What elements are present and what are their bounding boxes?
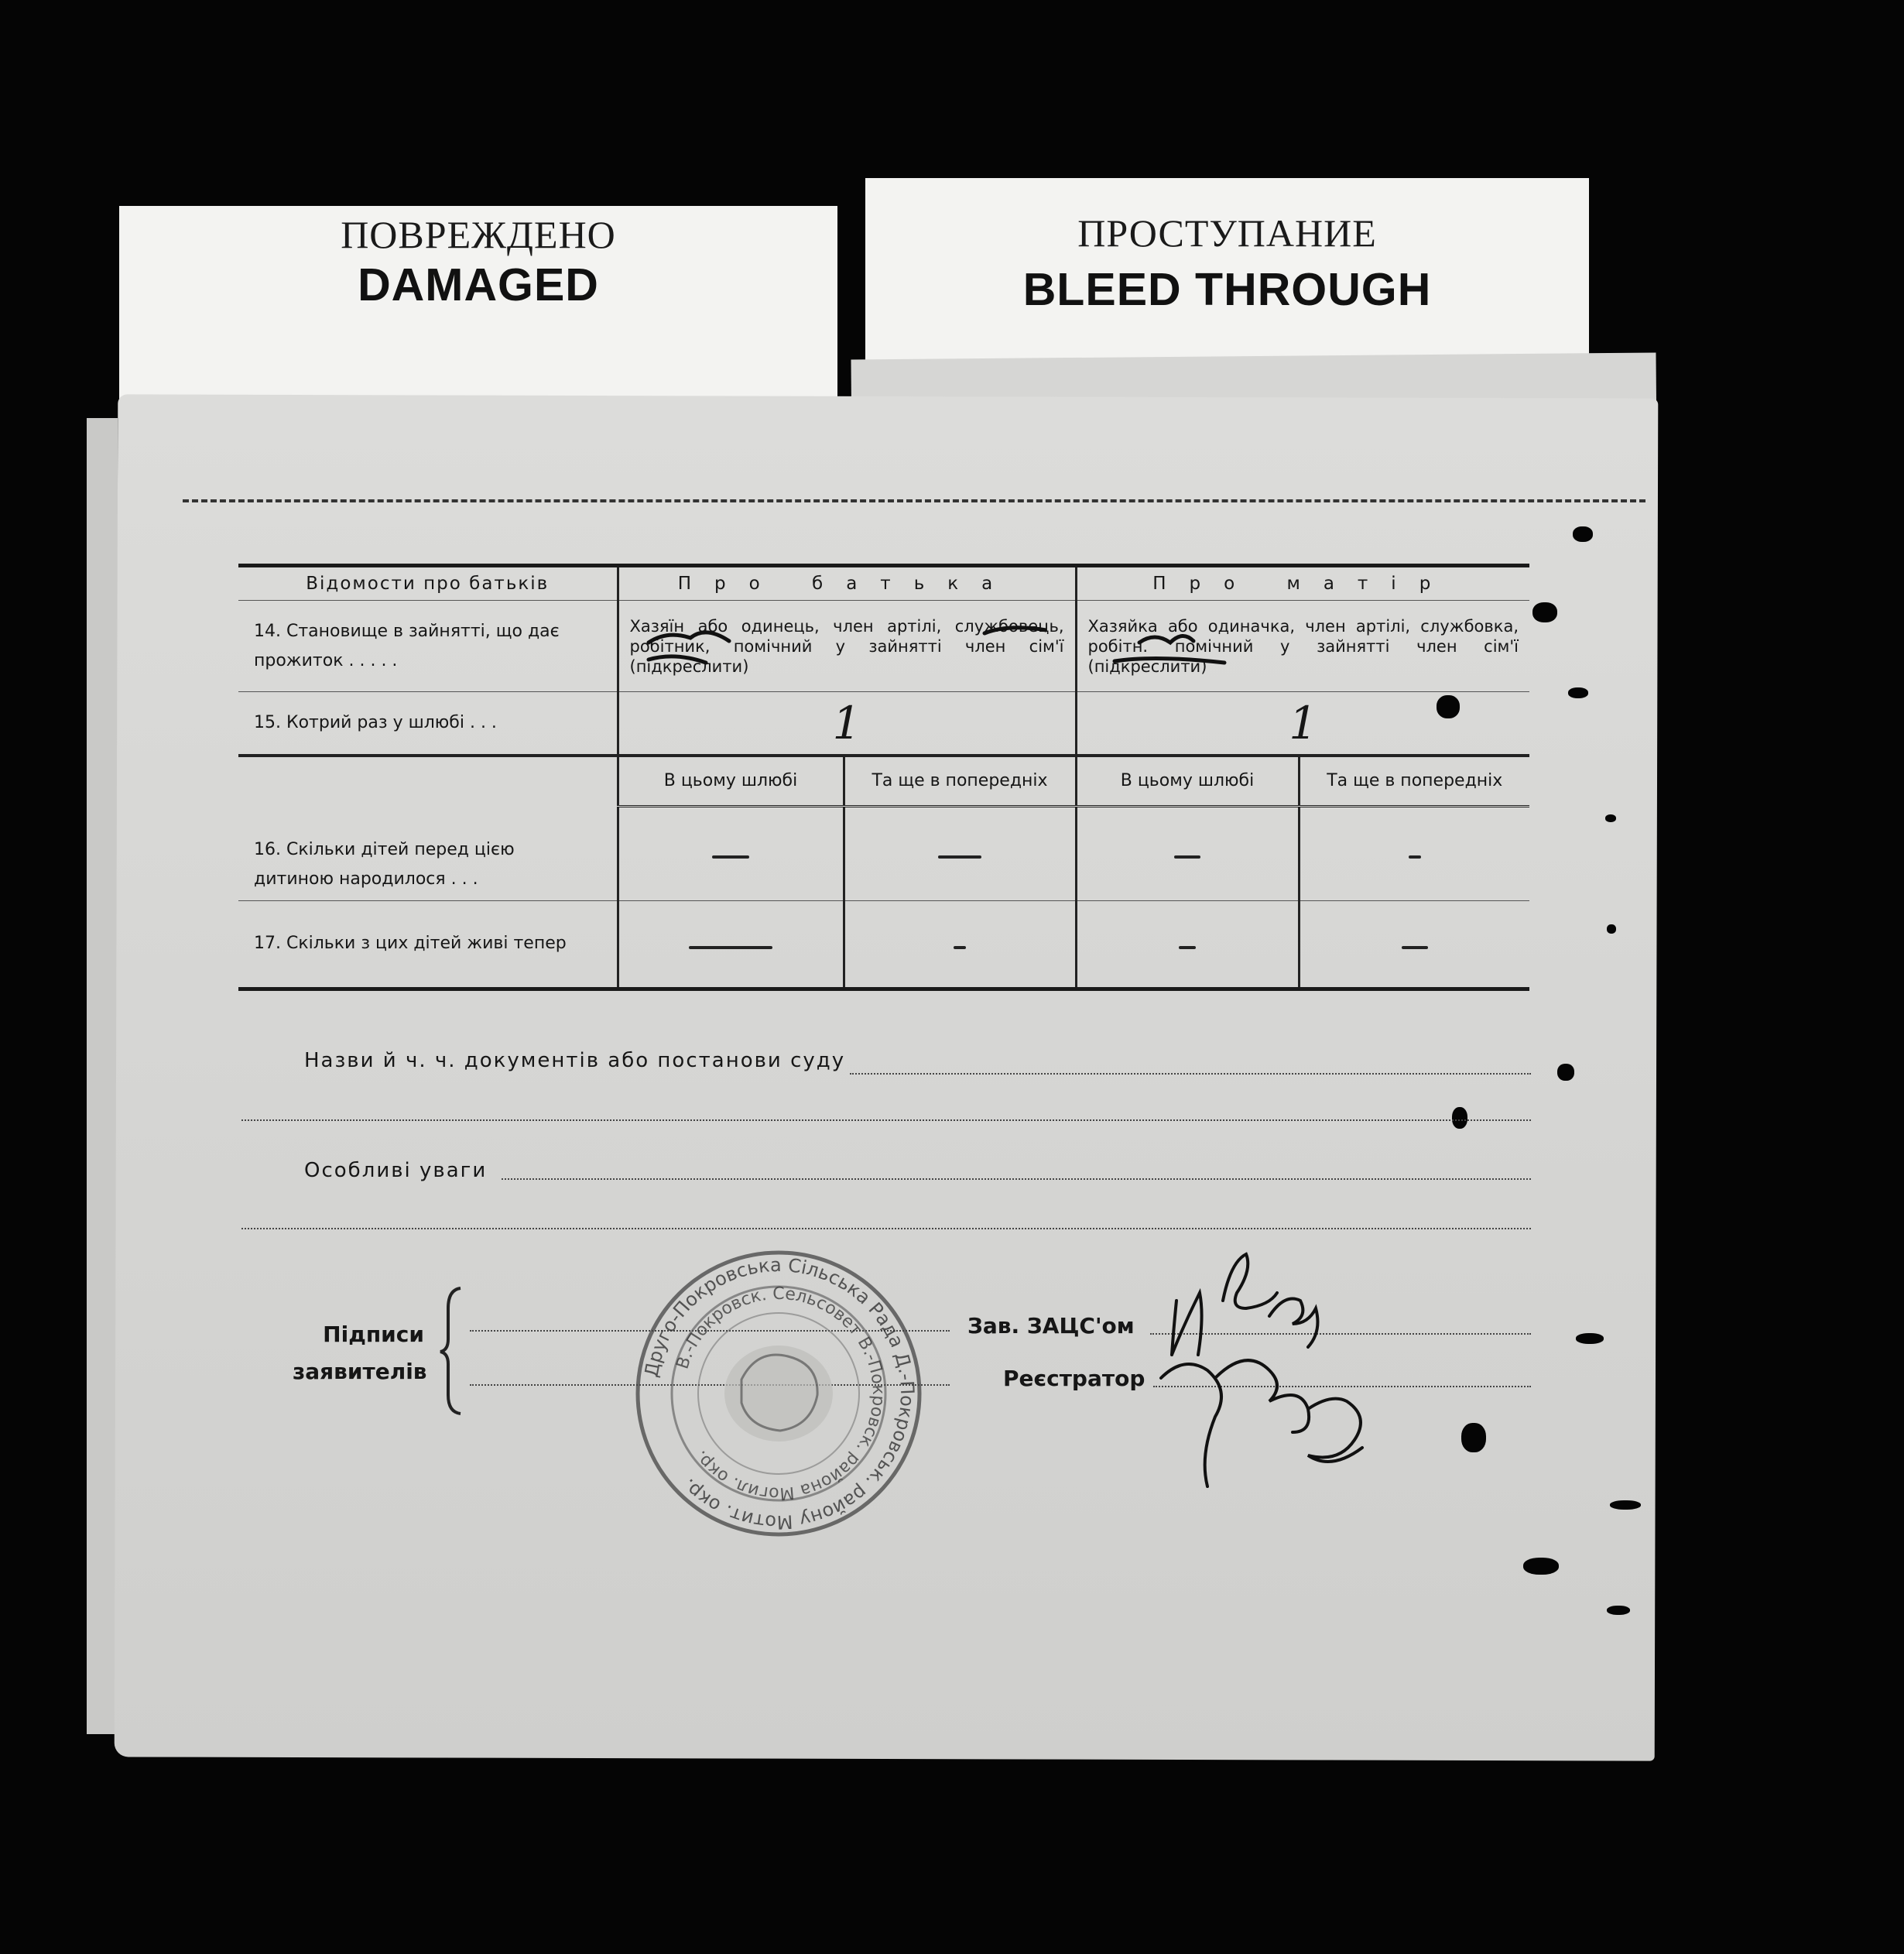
- damage-hole: [1607, 924, 1616, 934]
- official-stamp: [633, 1248, 924, 1539]
- q16-mother-this: [1076, 806, 1299, 900]
- perforation-line: [183, 499, 1645, 502]
- head-signature: [1153, 1239, 1385, 1502]
- documents-line-2: [241, 1119, 1531, 1121]
- q17-father-this: [618, 900, 844, 989]
- header-father: Про батька: [618, 566, 1076, 601]
- card-edge: [87, 418, 118, 1734]
- damage-hole: [1573, 526, 1593, 542]
- q17-mother-this: [1076, 900, 1299, 989]
- q15-label: 15. Котрий раз у шлюбі . . .: [238, 692, 618, 756]
- q17-label: 17. Скільки з цих дітей живі тепер: [238, 900, 618, 989]
- q16-father-previous: [844, 806, 1076, 900]
- damage-hole: [1607, 1606, 1630, 1615]
- q16-mother-previous: [1299, 806, 1529, 900]
- header-mother: Про матір: [1076, 566, 1529, 601]
- damage-hole: [1557, 1064, 1574, 1081]
- damage-hole: [1568, 687, 1588, 698]
- q14-father-options: Хазяїн або одинець, член артілі, службовець, робітник, помічний у зайнятті член сім'ї (підкреслити): [618, 601, 1076, 692]
- damage-hole: [1523, 1558, 1559, 1575]
- dash-mark: [1174, 855, 1200, 859]
- q14-mother-underline: [1108, 619, 1310, 681]
- dash-mark: [1179, 946, 1196, 949]
- head-zags-label: Зав. ЗАЦС'ом: [967, 1313, 1135, 1339]
- notes-label: Особливі уваги: [304, 1159, 488, 1182]
- stamp-outer-text: Друго-Покровська Сільська Рада Д.-Покровськ. району Мотит. окр.: [640, 1253, 919, 1534]
- documents-line: [850, 1073, 1531, 1075]
- q14-mother-options: Хазяйка або одиначка, член артілі, службовка, робітн. помічний у зайнятті член сім'ї (підкреслити): [1076, 601, 1529, 692]
- damage-hole: [1461, 1423, 1486, 1452]
- damage-hole: [1610, 1500, 1641, 1510]
- damage-hole: [1532, 602, 1557, 622]
- q17-mother-previous: [1299, 900, 1529, 989]
- damaged-label-ru: ПОВРЕЖДЕНО: [341, 213, 616, 256]
- q16-label-cell: [238, 756, 618, 901]
- sub-mother-previous: Та ще в попередніх: [1299, 756, 1529, 807]
- header-parents-info: Відомости про батьків: [238, 566, 618, 601]
- brace-icon: [437, 1285, 468, 1417]
- damage-hole: [1452, 1107, 1467, 1129]
- damage-hole: [1605, 814, 1616, 822]
- notes-line-2: [241, 1228, 1531, 1229]
- stamp-inner-text: В.-Покровск. Сельсовет В.-Покровск. района Могил. окр.: [673, 1284, 889, 1503]
- dash-mark: [712, 855, 749, 859]
- damaged-label-en: DAMAGED: [358, 259, 599, 310]
- bleed-label-en: BLEED THROUGH: [1022, 264, 1432, 315]
- dash-mark: [1402, 946, 1428, 949]
- applicants-signature-label: Підписи заявителів: [293, 1322, 427, 1384]
- q15-father-value: 1: [618, 692, 1076, 756]
- q16-label: 16. Скільки дітей перед цією дитиною народилося . . .: [254, 839, 515, 889]
- registrar-label: Реєстратор: [1003, 1366, 1145, 1391]
- dash-mark: [1409, 855, 1421, 859]
- q14-father-underline: [644, 619, 1046, 681]
- dash-mark: [689, 946, 772, 949]
- dash-mark: [954, 946, 966, 949]
- sub-father-previous: Та ще в попередніх: [844, 756, 1076, 807]
- q16-father-this: [618, 806, 844, 900]
- q15-mother-value: 1: [1076, 692, 1529, 756]
- damage-hole: [1576, 1333, 1604, 1344]
- q14-label: 14. Становище в зайнятті, що дає прожиток . . . . .: [238, 601, 618, 692]
- q17-father-previous: [844, 900, 1076, 989]
- bleed-label-ru: ПРОСТУПАНИЕ: [1077, 211, 1377, 255]
- sub-mother-this: В цьому шлюбі: [1076, 756, 1299, 807]
- sub-father-this: В цьому шлюбі: [618, 756, 844, 807]
- dash-mark: [938, 855, 981, 859]
- documents-label: Назви й ч. ч. документів або постанови суду: [304, 1049, 846, 1072]
- damaged-flag: [119, 206, 837, 403]
- notes-line: [502, 1178, 1531, 1180]
